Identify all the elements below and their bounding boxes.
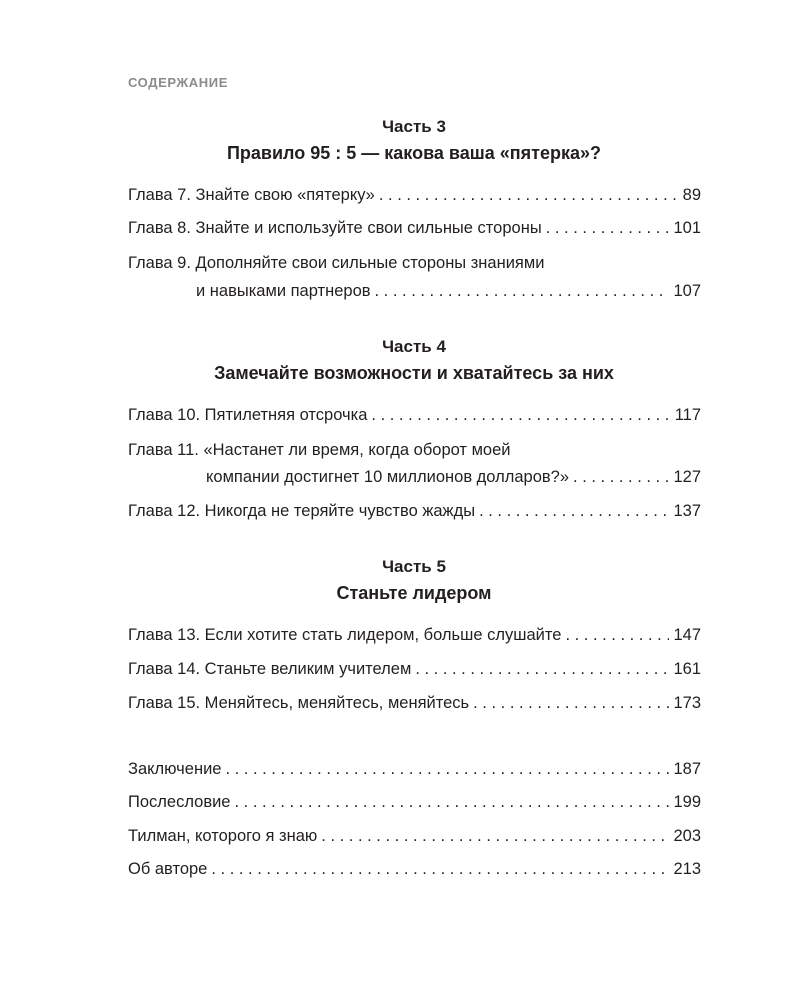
leader-dots [473, 694, 669, 713]
toc-page-number: 127 [673, 468, 701, 486]
toc-entry-chapter-7[interactable] [128, 186, 701, 208]
toc-entry-chapter-11[interactable] [206, 468, 701, 490]
leader-dots [479, 502, 669, 521]
leader-dots [321, 827, 669, 846]
toc-entry-tilman[interactable] [128, 827, 701, 849]
running-head: СОДЕРЖАНИЕ [128, 75, 228, 90]
toc-entry-title: Тилман, которого я знаю [128, 827, 318, 845]
toc-page-number: 117 [674, 406, 701, 424]
toc-page-number: 101 [673, 219, 701, 237]
toc-entry-chapter-11-line1[interactable]: Глава 11. «Настанет ли время, когда оборот моей [128, 441, 511, 459]
toc-entry-title: Глава 14. Станьте великим учителем [128, 660, 412, 678]
toc-entry-chapter-8[interactable] [128, 219, 701, 241]
toc-entry-title: Об авторе [128, 860, 208, 878]
toc-entry-title: и навыками партнеров [196, 282, 371, 300]
part-4-label: Часть 4 [382, 337, 446, 356]
toc-page-number: 173 [673, 694, 701, 712]
toc-entry-title: Заключение [128, 760, 222, 778]
leader-dots [375, 282, 670, 301]
toc-entry-about-author[interactable] [128, 860, 701, 882]
toc-entry-title: Глава 13. Если хотите стать лидером, больше слушайте [128, 626, 562, 644]
leader-dots [573, 468, 669, 487]
toc-page-number: 187 [673, 760, 701, 778]
leader-dots [371, 406, 670, 425]
toc-entry-title: Послесловие [128, 793, 231, 811]
toc-page-number: 199 [673, 793, 701, 811]
toc-page-number: 161 [673, 660, 701, 678]
toc-entry-chapter-10[interactable] [128, 406, 701, 428]
toc-page-number: 89 [682, 186, 701, 204]
toc-entry-chapter-13[interactable] [128, 626, 701, 648]
leader-dots [546, 219, 670, 238]
part-5-label: Часть 5 [382, 557, 446, 576]
toc-page-number: 107 [673, 282, 701, 300]
toc-entry-afterword[interactable] [128, 793, 701, 815]
leader-dots [211, 860, 669, 879]
toc-entry-chapter-12[interactable] [128, 502, 701, 524]
part-5-title: Станьте лидером [336, 583, 492, 603]
part-3-label: Часть 3 [382, 117, 446, 136]
leader-dots [225, 760, 669, 779]
leader-dots [565, 626, 669, 645]
toc-page-number: 147 [673, 626, 701, 644]
toc-entry-title: Глава 12. Никогда не теряйте чувство жажды [128, 502, 476, 520]
toc-entry-chapter-9[interactable] [196, 282, 701, 304]
toc-entry-chapter-9-line1[interactable]: Глава 9. Дополняйте свои сильные стороны знаниями [128, 254, 545, 272]
part-3-title: Правило 95 : 5 — какова ваша «пятерка»? [226, 143, 601, 163]
toc-entry-title: компании достигнет 10 миллионов долларов?» [206, 468, 570, 486]
toc-page-number: 203 [673, 827, 701, 845]
leader-dots [235, 793, 670, 812]
toc-entry-chapter-15[interactable] [128, 694, 701, 716]
part-4-title: Замечайте возможности и хватайтесь за них [214, 363, 614, 383]
leader-dots [415, 660, 669, 679]
toc-entry-title: Глава 15. Меняйтесь, меняйтесь, меняйтесь [128, 694, 470, 712]
toc-entry-conclusion[interactable] [128, 760, 701, 782]
toc-entry-chapter-14[interactable] [128, 660, 701, 682]
toc-page-number: 213 [673, 860, 701, 878]
toc-entry-title: Глава 10. Пятилетняя отсрочка [128, 406, 368, 424]
leader-dots [379, 186, 679, 205]
toc-entry-title: Глава 8. Знайте и используйте свои сильные стороны [128, 219, 542, 237]
toc-entry-title: Глава 7. Знайте свою «пятерку» [128, 186, 375, 204]
toc-page-number: 137 [673, 502, 701, 520]
